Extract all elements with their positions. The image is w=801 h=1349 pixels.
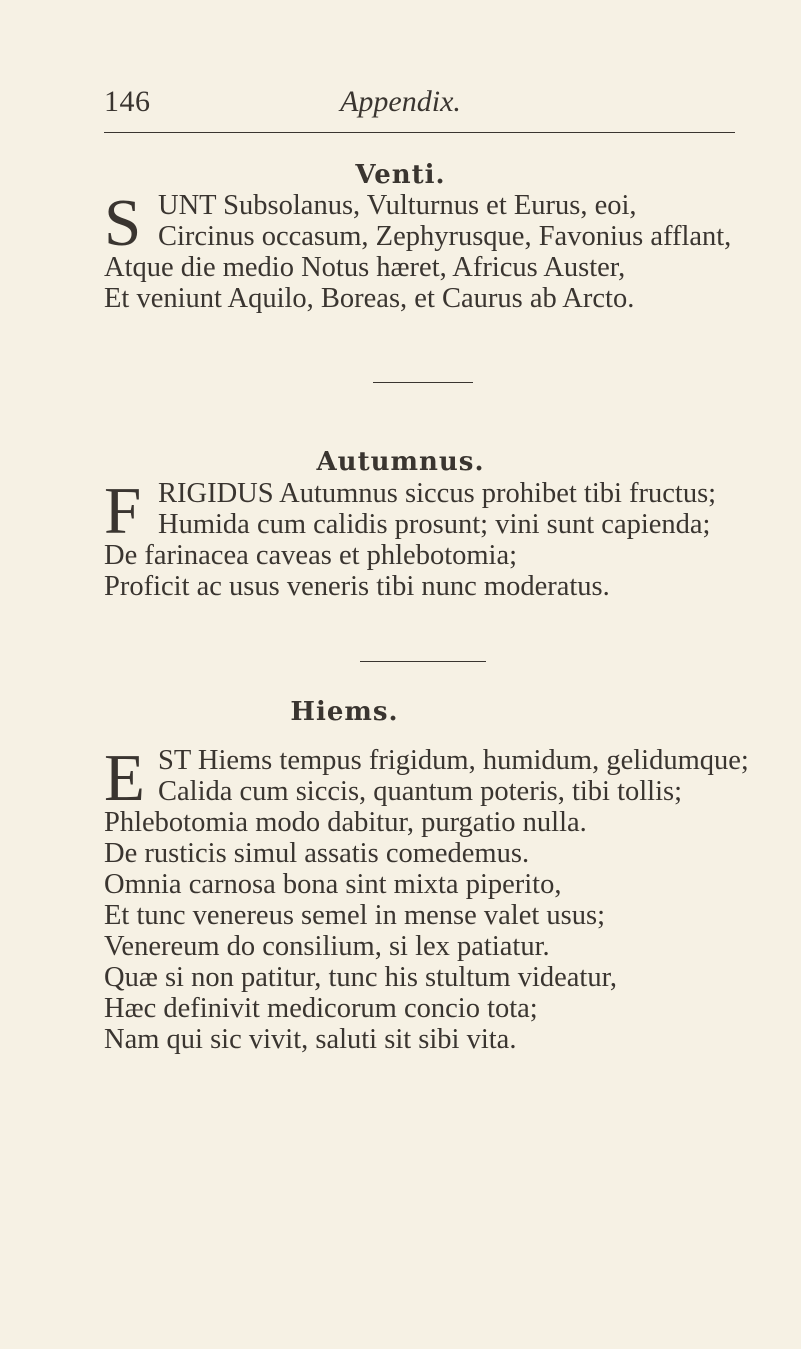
verse-line: Nam qui sic vivit, saluti sit sibi vita.	[104, 1024, 517, 1055]
section-title-autumnus: Autumnus.	[316, 447, 485, 477]
stanza-autumnus	[104, 474, 794, 602]
running-head	[0, 82, 801, 122]
verse-line: Hæc definivit medicorum concio tota;	[104, 993, 538, 1024]
verse-line: De farinacea caveas et phlebotomia;	[104, 540, 518, 571]
section-divider	[373, 382, 473, 383]
verse-line: Atque die medio Notus hæret, Africus Auster,	[104, 252, 626, 283]
section-title-venti: Venti.	[355, 160, 446, 190]
stanza-hiems	[104, 741, 794, 1055]
verse-line: Proficit ac usus veneris tibi nunc moderatus.	[104, 571, 610, 602]
verse-line: Venereum do consilium, si lex patiatur.	[104, 931, 550, 962]
drop-cap: E	[104, 741, 145, 815]
verse-line: Et tunc venereus semel in mense valet usus;	[104, 900, 605, 931]
verse-line: Et veniunt Aquilo, Boreas, et Caurus ab Arcto.	[104, 283, 635, 314]
section-divider	[360, 661, 486, 662]
verse-line: ST Hiems tempus frigidum, humidum, gelidumque;	[158, 745, 749, 776]
running-title: Appendix.	[340, 85, 461, 118]
section-title-hiems: Hiems.	[290, 697, 399, 727]
drop-cap: S	[104, 186, 142, 260]
verse-line: Circinus occasum, Zephyrusque, Favonius afflant,	[158, 221, 732, 252]
verse-line: Omnia carnosa bona sint mixta piperito,	[104, 869, 562, 900]
drop-cap: F	[104, 474, 142, 548]
verse-line: UNT Subsolanus, Vulturnus et Eurus, eoi,	[158, 190, 637, 221]
verse-line: Quæ si non patitur, tunc his stultum videatur,	[104, 962, 618, 993]
verse-line: Calida cum siccis, quantum poteris, tibi tollis;	[158, 776, 683, 807]
header-rule	[104, 132, 735, 133]
stanza-venti	[104, 186, 794, 314]
verse-line: Humida cum calidis prosunt; vini sunt capienda;	[158, 509, 711, 540]
verse-line: Phlebotomia modo dabitur, purgatio nulla.	[104, 807, 587, 838]
verse-line: De rusticis simul assatis comedemus.	[104, 838, 530, 869]
verse-line: RIGIDUS Autumnus siccus prohibet tibi fructus;	[158, 478, 717, 509]
page-number: 146	[104, 85, 151, 118]
